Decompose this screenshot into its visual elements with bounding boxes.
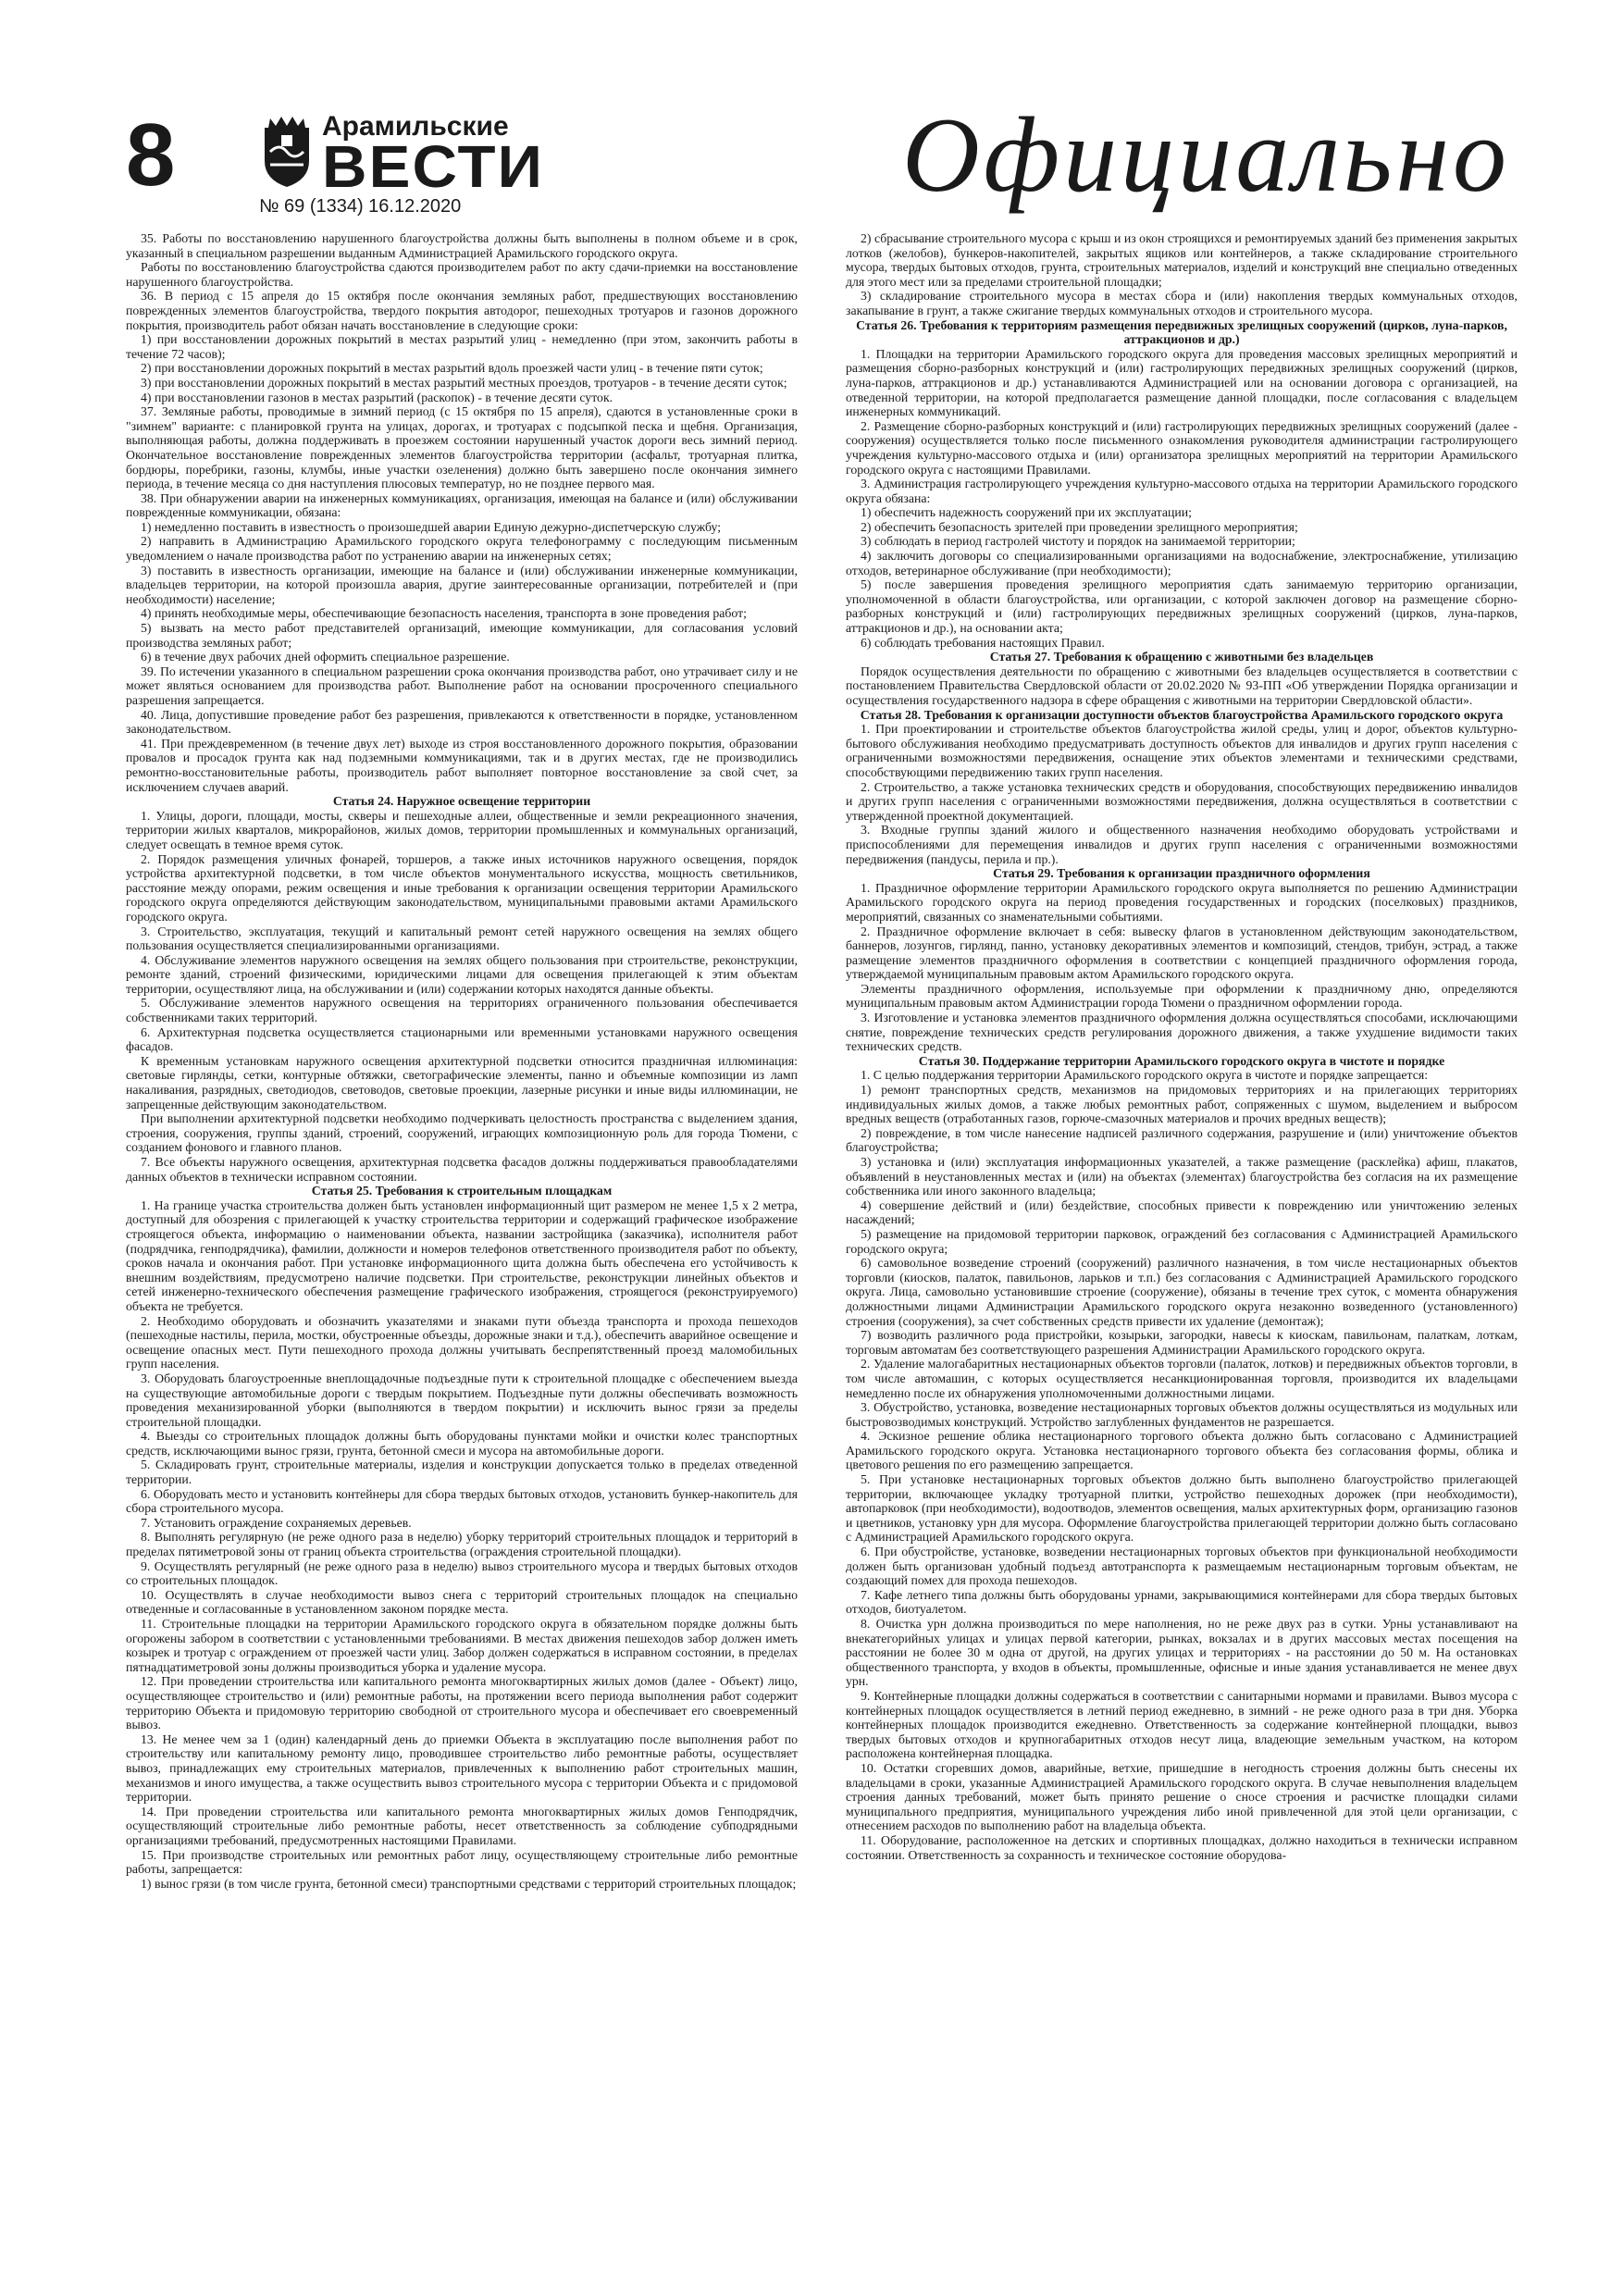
paragraph: 14. При проведении строительства или капитального ремонта многоквартирных жилых домов Генподрядчик, осуществляющий строительные либо ремонтные работы, несет ответственность за соблюдение субподрядными организациями требований, предусмотренных настоящими Правилами.	[126, 1804, 798, 1847]
paragraph: 1. На границе участка строительства должен быть установлен информационный щит размером не менее 1,5 х 2 метра, доступный для обозрения с прилегающей к участку строительства территории и содержащий графическое изображение строящегося объекта, информацию о наименовании объекта, названии застройщика (заказчика), исполнителя работ (подрядчика, генподрядчика), фамилии, должности и номеров телефонов ответственного производителя работ по объекту, сроков начала и окончания работ. При установке информационного щита должна быть обеспечена его устойчивость к внешним воздействиям, предусмотрено наличие подсветки. При строительстве, реконструкции линейных объектов и сетей инженерно-технического обеспечения размещение графического изображения, строящегося (реконструируемого) объекта не требуется.	[126, 1198, 798, 1313]
left-column	[126, 231, 798, 2267]
paragraph: 2) при восстановлении дорожных покрытий в местах разрытий вдоль проезжей части улиц - в течение пяти суток;	[141, 361, 763, 376]
paragraph: 5. Обслуживание элементов наружного освещения на территориях ограниченного пользования обеспечивается собственниками таких территорий.	[126, 996, 798, 1025]
paragraph: 6. Оборудовать место и установить контейнеры для сбора твердых бытовых отходов, установить бункер-накопитель для сбора строительного мусора.	[126, 1486, 798, 1516]
newspaper-name-top: Арамильские	[322, 111, 509, 142]
article-heading: Статья 26. Требования к территориям размещения передвижных зрелищных сооружений (цирков, луна-парков, аттракционов и др.)	[856, 317, 1507, 347]
paragraph: 5. Складировать грунт, строительные материалы, изделия и конструкции допускается только в пределах отведенной территории.	[126, 1458, 798, 1487]
article-heading: Статья 30. Поддержание территории Арамильского городского округа в чистоте и порядке	[918, 1053, 1445, 1068]
paragraph: Порядок осуществления деятельности по обращению с животными без владельцев осуществляется в соответствии с постановлением Правительства Свердловской области от 20.02.2020 № 93-ПП «Об утверждении Порядка организации и осуществления государственного надзора в сфере обращения с животными на территории Свердловской области».	[846, 664, 1518, 707]
paragraph: При выполнении архитектурной подсветки необходимо подчеркивать целостность пространства с выделением здания, строения, сооружения, группы зданий, строений, сооружений, играющих композиционную роль для города Тюмени, с созданием фонового и главного планов.	[126, 1111, 798, 1155]
article-columns	[126, 231, 1518, 2267]
paragraph: 36. В период с 15 апреля до 15 октября после окончания земляных работ, предшествующих восстановлению поврежденных элементов благоустройства, твердого покрытия автодорог, пешеходных тротуаров и газонов дорожного покрытия, производитель работ обязан начать восстановление в следующие сроки:	[126, 289, 798, 332]
paragraph: 9. Осуществлять регулярный (не реже одного раза в неделю) вывоз строительного мусора и твердых бытовых отходов со строительных площадок.	[126, 1558, 798, 1588]
paragraph: 7. Установить ограждение сохраняемых деревьев.	[141, 1515, 412, 1530]
paragraph: К временным установкам наружного освещения архитектурной подсветки относится праздничная иллюминация: световые гирлянды, сетки, контурные обтяжки, светографические элементы, панно и объемные композиции из ламп накаливания, разрядных, светодиодов, световодов, световые проекции, лазерные рисунки и иные виды иллюминации, не запрещенные действующим законодательством.	[126, 1053, 798, 1111]
paragraph: 2. Удаление малогабаритных нестационарных объектов торговли (палаток, лотков) и передвижных объектов торговли, в том числе автомашин, с которых осуществляется несанкционированная торговля, производится их владельцами немедленно после их обнаружения уполномоченными должностными лицами.	[846, 1357, 1518, 1400]
paragraph: 7) возводить различного рода пристройки, козырьки, загородки, навесы к киоскам, павильонам, палаткам, лоткам, торговым автоматам без соответствующего разрешения Администрации Арамильского городского округа.	[846, 1328, 1518, 1357]
paragraph: 3) установка и (или) эксплуатация информационных указателей, а также размещение (расклейка) афиш, плакатов, объявлений в неустановленных местах и (или) на объектах (элементах) благоустройства без согласия на их размещение собственника или иного законного владельца;	[846, 1155, 1518, 1198]
paragraph: 6. При обустройстве, установке, возведении нестационарных торговых объектов при функциональной необходимости должен быть организован удобный подъезд автотранспорта к размещаемым нестационарным торговым объектам, не создающий помех для прохода пешеходов.	[846, 1545, 1518, 1588]
paragraph: 2) направить в Администрацию Арамильского городского округа телефонограмму с последующим письменным уведомлением о начале производства работ по устранению аварии на инженерных сетях;	[126, 534, 798, 564]
paragraph: 1. При проектировании и строительстве объектов благоустройства жилой среды, улиц и дорог, объектов культурно-бытового обслуживания необходимо предусматривать доступность объектов для инвалидов и других групп населения с ограниченными возможностями передвижения, оснащение этих объектов элементами и техническими средствами, способствующими передвижению таких групп населения.	[846, 722, 1518, 779]
paragraph: 3. Изготовление и установка элементов праздничного оформления должна осуществляться способами, исключающими снятие, повреждение технических средств регулирования дорожного движения, а также ухудшение видимости таких технических средств.	[846, 1011, 1518, 1054]
paragraph: 3. Администрация гастролирующего учреждения культурно-массового отдыха на территории Арамильского городского округа обязана:	[846, 477, 1518, 505]
paragraph: 39. По истечении указанного в специальном разрешении срока окончания производства работ, оно утрачивает силу и не может являться основанием для производства работ. Выполнение работ на основании просроченного специального разрешения запрещается.	[126, 664, 798, 707]
paragraph: 4. Обслуживание элементов наружного освещения на землях общего пользования при строительстве, реконструкции, ремонте зданий, строений физическими, юридическими лицами для освещения прилегающей к этим объектам территории, осуществляют лица, на обслуживании и (или) содержании которых находятся данные объекты.	[126, 952, 798, 996]
paragraph: 38. При обнаружении аварии на инженерных коммуникациях, организация, имеющая на балансе и (или) обслуживании поврежденные коммуникации, обязана:	[126, 490, 798, 520]
paragraph: 2. Праздничное оформление включает в себя: вывеску флагов в установленном действующим законодательством, баннеров, лозунгов, гирлянд, панно, установку декоративных элементов и композиций, стендов, трибун, эстрад, а также размещение элементов праздничного оформления в соответствии с концепцией праздничного оформления города, утверждаемой муниципальным правовым актом Арамильского городского округа.	[846, 924, 1518, 982]
paragraph: 1) немедленно поставить в известность о произошедшей аварии Единую дежурно-диспетчерскую службу;	[141, 519, 722, 534]
paragraph: 37. Земляные работы, проводимые в зимний период (с 15 октября по 15 апреля), сдаются в установленные сроки в "зимнем" варианте: с планировкой грунта на улицах, дорогах, и тротуарах с подсыпкой песка и щебня. Организация, выполняющая работы, должна поддерживать в проезжем состоянии нарушенный участок дороги весь зимний период. Окончательное восстановление поврежденных элементов благоустройства территории (асфальт, тротуарная плитка, бордюры, поребрики, газоны, клумбы, иные участки озеленения) должно быть завершено после окончания зимнего периода, в течение месяца со дня наступления плюсовых температур, но не позднее первого мая.	[126, 404, 798, 491]
paragraph: 8. Выполнять регулярную (не реже одного раза в неделю) уборку территорий строительных площадок и территорий в пределах пятиметровой зоны от границ объекта строительства (ограждения строительной площадки).	[126, 1530, 798, 1559]
paragraph: 2. Строительство, а также установка технических средств и оборудования, способствующих передвижению инвалидов и других групп населения с ограниченными возможностями передвижения, должна осуществляться в соответствии с утвержденной проектной документацией.	[846, 779, 1518, 823]
masthead	[126, 96, 1532, 217]
article-heading: Статья 29. Требования к организации праздничного оформления	[993, 866, 1370, 881]
paragraph: 7. Все объекты наружного освещения, архитектурная подсветка фасадов должны поддерживаться правообладателями данных объектов в технически исправном состоянии.	[126, 1155, 798, 1184]
paragraph: 1. Праздничное оформление территории Арамильского городского округа выполняется по решению Администрации Арамильского городского округа на период проведения государственных и городских (поселковых) праздников, мероприятий, связанных со знаменательными событиями.	[846, 880, 1518, 924]
paragraph: 4) принять необходимые меры, обеспечивающие безопасность населения, транспорта в зоне проведения работ;	[141, 606, 747, 621]
issue-line: № 69 (1334) 16.12.2020	[259, 196, 462, 217]
paragraph: Элементы праздничного оформления, используемые при оформлении к праздничному дню, определяются муниципальным правовым актом Администрации города Тюмени о праздничном оформлении города.	[846, 981, 1518, 1011]
paragraph: 8. Очистка урн должна производиться по мере наполнения, но не реже двух раз в сутки. Урны устанавливают на внекатегорийных улицах и улицах первой категории, рынках, вокзалах и в других массовых местах посещения на расстоянии не более 30 м одна от другой, на других улицах и территориях - на расстоянии до 50 м. На остановках общественного транспорта, у входов в объекты, промышленные, офисные и иные здания устанавливается не менее двух урн.	[846, 1617, 1518, 1689]
paragraph: 2. Порядок размещения уличных фонарей, торшеров, а также иных источников наружного освещения, порядок устройства архитектурной подсветки, в том числе объектов монументального искусства, мощность светильников, расстояние между опорами, режим освещения и иные требования к организации освещения территории Арамильского городского округа определяются действующим законодательством, муниципальными правовыми актами Арамильского городского округа.	[126, 851, 798, 924]
paragraph: 11. Оборудование, расположенное на детских и спортивных площадках, должно находиться в технически исправном состоянии. Ответственность за сохранность и техническое состояние оборудова-	[846, 1832, 1518, 1862]
paragraph: 1) обеспечить надежность сооружений при их эксплуатации;	[861, 505, 1192, 520]
paragraph: 5) размещение на придомовой территории парковок, ограждений без согласования с Администрацией Арамильского городского округа;	[846, 1226, 1518, 1256]
paragraph: 7. Кафе летнего типа должны быть оборудованы урнами, закрывающимися контейнерами для сбора твердых бытовых отходов, биотуалетом.	[846, 1587, 1518, 1617]
newspaper-name-main: ВЕСТИ	[322, 133, 545, 200]
paragraph: 4) заключить договоры со специализированными организациями на водоснабжение, электроснабжение, утилизацию отходов, ветеринарное обслуживание (при необходимости);	[846, 549, 1518, 577]
paragraph: 2. Размещение сборно-разборных конструкций и (или) гастролирующих передвижных зрелищных сооружений (далее - сооружения) осуществляется только после письменного ознакомления руководителя администрации гастролирующего учреждения культурно-массового отдыха и (или) организатора зрелищных мероприятий на территории Арамильского городского округа с настоящими Правилами.	[846, 418, 1518, 477]
paragraph: 15. При производстве строительных или ремонтных работ лицу, осуществляющему строительные либо ремонтные работы, запрещается:	[126, 1847, 798, 1877]
paragraph: 3. Входные группы зданий жилого и общественного назначения необходимо оборудовать устройствами и приспособлениями для перемещения инвалидов и других групп населения с ограниченными возможностями передвижения (пандусы, перила и пр.).	[846, 823, 1518, 866]
paragraph: 3) поставить в известность организации, имеющие на балансе и (или) обслуживании инженерные коммуникации, владельцев территории, на которой произошла авария, другие заинтересованные организации, потребителей и (при необходимости) население;	[126, 563, 798, 606]
paragraph: 5. При установке нестационарных торговых объектов должно быть выполнено благоустройство прилегающей территории, включающее укладку тротуарной плитки, устройство пешеходных дорожек (при необходимости), автопарковок (при необходимости), водоотводов, элементов освещения, малых архитектурных форм, организацию газонов и цветников, установку урн для мусора. Оформление благоустройства прилегающей территории должно быть согласовано с Администрацией Арамильского городского округа.	[846, 1472, 1518, 1545]
paragraph: 13. Не менее чем за 1 (один) календарный день до приемки Объекта в эксплуатацию после выполнения работ по строительству или капитальному ремонту лицо, проводившее строительство либо ремонтные работы, осуществляет вывоз, принадлежащих ему строительных материалов, привлеченных к выполнению работ строительных машин, механизмов и иного имущества, а также осуществить вывоз строительного мусора с территории Объекта и с придомовой территории.	[126, 1731, 798, 1805]
paragraph: 2) повреждение, в том числе нанесение надписей различного содержания, разрушение и (или) уничтожение объектов благоустройства;	[846, 1125, 1518, 1155]
paragraph: 35. Работы по восстановлению нарушенного благоустройства должны быть выполнены в полном объеме и в срок, указанный в специальном разрешении выданным Администрацией Арамильского городского округа.	[126, 231, 798, 260]
paragraph: 6) в течение двух рабочих дней оформить специальное разрешение.	[141, 650, 510, 664]
paragraph: 4) при восстановлении газонов в местах разрытий (раскопок) - в течение десяти суток.	[141, 390, 613, 404]
paragraph: 3. Обустройство, установка, возведение нестационарных торговых объектов должны осуществляться из модульных или быстровозводимых конструкций. Устройство заглубленных фундаментов не разрешается.	[846, 1400, 1518, 1429]
paragraph: 11. Строительные площадки на территории Арамильского городского округа в обязательном порядке должны быть огорожены забором в соответствии с установленными требованиями. В местах движения пешеходов забор должен иметь козырек и тротуар с ограждением от проезжей части улиц. Забор должен содержаться в исправном состоянии, в пределах пятнадцатиметровой зоны должны производиться уборка и удаление мусора.	[126, 1617, 798, 1674]
paragraph: 5) после завершения проведения зрелищного мероприятия сдать занимаемую территорию организации, уполномоченной в области благоустройства, или организации, с которой заключен договор на размещение сборно-разборных конструкций и (или) гастролирующих передвижных зрелищных сооружений (цирков, луна-парков, аттракционов и др.), на основании акта;	[846, 577, 1518, 636]
paragraph: 3. Строительство, эксплуатация, текущий и капитальный ремонт сетей наружного освещения на землях общего пользования осуществляется специализированными организациями.	[126, 924, 798, 953]
paragraph: 1. Площадки на территории Арамильского городского округа для проведения массовых зрелищных мероприятий и размещения сборно-разборных конструкций и (или) гастролирующих передвижных зрелищных сооружений (цирков, луна-парков, аттракционов и др.) устанавливаются Администрацией или на основании договора с организацией, на отведенной территории, на которой предполагается размещение данной площадки, после согласования с владельцем инженерных коммуникаций.	[846, 346, 1518, 419]
right-column	[846, 231, 1518, 2267]
paragraph: 1) вынос грязи (в том числе грунта, бетонной смеси) транспортными средствами с территорий строительных площадок;	[141, 1876, 797, 1891]
paragraph: Работы по восстановлению благоустройства сдаются производителем работ по акту сдачи-приемки на восстановление нарушенного благоустройства.	[126, 260, 798, 289]
paragraph: 1) при восстановлении дорожных покрытий в местах разрытий улиц - немедленно (при этом, закончить работы в течение 72 часов);	[126, 332, 798, 361]
paragraph: 5) вызвать на место работ представителей организаций, имеющие коммуникации, для согласования условий производства земляных работ;	[126, 621, 798, 650]
paragraph: 10. Осуществлять в случае необходимости вывоз снега с территорий строительных площадок на специально отведенные и согласованные в установленном законом порядке места.	[126, 1587, 798, 1617]
paragraph: 3. Оборудовать благоустроенные внеплощадочные подъездные пути к строительной площадке с обеспечением выезда на существующие автомобильные дороги с твердым покрытием. Подъездные пути должны обеспечивать возможность проведения механизированной уборки (выполняются в твердом покрытии) и исключить вынос грязи за пределы строительной площадки.	[126, 1371, 798, 1429]
paragraph: 4. Эскизное решение облика нестационарного торгового объекта должно быть согласовано с Администрацией Арамильского городского округа. Установка нестационарного торгового объекта без согласования формы, облика и цветового решения по его размещению запрещается.	[846, 1429, 1518, 1472]
paragraph: 12. При проведении строительства или капитального ремонта многоквартирных жилых домов (далее - Объект) лицо, осуществляющее строительство и (или) ремонтные работы, на протяжении всего периода выполнения работ содержит территорию Объекта и придомовую территорию свободной от строительного мусора и обеспечивает его своевременный вывоз.	[126, 1674, 798, 1732]
article-heading: Статья 27. Требования к обращению с животными без владельцев	[989, 650, 1374, 664]
paragraph: 2) сбрасывание строительного мусора с крыш и из окон строящихся и ремонтируемых зданий без применения закрытых лотков (желобов), бункеров-накопителей, закрытых ящиков или контейнеров, а также складирование строительного мусора, твердых бытовых отходов, грунта, строительных материалов, изделий и конструкций вне специально отведенных для этого мест или за пределами строительной площадки;	[846, 231, 1518, 289]
paragraph: 4) совершение действий и (или) бездействие, способных привести к повреждению или уничтожению зеленых насаждений;	[846, 1198, 1518, 1227]
page-number: 8	[126, 105, 176, 205]
paragraph: 6) соблюдать требования настоящих Правил.	[861, 635, 1105, 650]
article-heading: Статья 25. Требования к строительным площадкам	[311, 1184, 613, 1198]
paragraph: 3) соблюдать в период гастролей чистоту и порядок на занимаемой территории;	[861, 534, 1295, 549]
paragraph: 1. С целью поддержания территории Арамильского городского округа в чистоте и порядке запрещается:	[861, 1068, 1429, 1083]
paragraph: 40. Лица, допустившие проведение работ без разрешения, привлекаются к ответственности в порядке, установленном законодательством.	[126, 707, 798, 737]
article-heading: Статья 24. Наружное освещение территории	[332, 794, 591, 809]
paragraph: 1. Улицы, дороги, площади, мосты, скверы и пешеходные аллеи, общественные и земли рекреационного значения, территории жилых кварталов, микрорайонов, жилых домов, территории промышленных и коммунальных организаций, следует освещать в темное время суток.	[126, 808, 798, 851]
paragraph: 41. При преждевременном (в течение двух лет) выходе из строя восстановленного дорожного покрытия, образовании провалов и просадок грунта как над подземными коммуникациями, так и в других местах, где не производились ремонтно-восстановительные работы, производитель работ выполняет повторное восстановление за свой счет, за исключением случаев аварий.	[126, 736, 798, 794]
paragraph: 4. Выезды со строительных площадок должны быть оборудованы пунктами мойки и очистки колес транспортных средств, исключающими вынос грязи, грунта, бетонной смеси и мусора на автомобильные дороги.	[126, 1429, 798, 1458]
paragraph: 6) самовольное возведение строений (сооружений) различного назначения, в том числе нестационарных объектов торговли (киосков, палаток, павильонов, ларьков и т.п.) без согласования с Администрацией Арамильского городского округа. Лица, самовольно установившие строение (сооружение), обязаны в течение трех суток, с момента обнаружения должностными лицами Администрации Арамильского городского округа незаконно возведенного (установленного) строения (сооружения), за счет собственных средств привести их удаление (демонтаж);	[846, 1256, 1518, 1328]
article-heading: Статья 28. Требования к организации доступности объектов благоустройства Арамильского городского округа	[860, 707, 1504, 722]
paragraph: 6. Архитектурная подсветка осуществляется стационарными или временными установками наружного освещения фасадов.	[126, 1024, 798, 1054]
paragraph: 10. Остатки сгоревших домов, аварийные, ветхие, пришедшие в негодность строения должны быть снесены их владельцами в сроки, указанные Администрацией Арамильского городского округа. В случае невыполнения владельцем строения данных требований, может быть принято решение о сносе строения и расчистке площадки силами муниципального предприятия, муниципального учреждения либо иной привлеченной для этой цели организации, с отнесением расходов по выполнению работ на владельца объекта.	[846, 1760, 1518, 1833]
paragraph: 1) ремонт транспортных средств, механизмов на придомовых территориях и на прилегающих территориях индивидуальных жилых домов, а также любых ремонтных работ, сопряженных с шумом, выделением и выбросом вредных веществ (отработанных газов, горюче-смазочных материалов и прочих вредных веществ);	[846, 1083, 1518, 1126]
paragraph: 3) при восстановлении дорожных покрытий в местах разрытий местных проездов, тротуаров - в течение десяти суток;	[141, 375, 787, 390]
paragraph: 2) обеспечить безопасность зрителей при проведении зрелищного мероприятия;	[861, 519, 1298, 534]
paragraph: 9. Контейнерные площадки должны содержаться в соответствии с санитарными нормами и правилами. Вывоз мусора с контейнерных площадок осуществляется в летний период ежедневно, в зимний - не реже одного раза в три дня. Уборка контейнерных площадок производится ежедневно. Ответственность за содержание контейнерной площадки, вывоз твердых бытовых отходов и крупногабаритных отходов несут лица, владеющие земельным участком, на котором расположена контейнерная площадка.	[846, 1688, 1518, 1761]
paragraph: 2. Необходимо оборудовать и обозначить указателями и знаками пути объезда транспорта и прохода пешеходов (пешеходные настилы, перила, мостки, обустроенные объезды, дорожные знаки и т.д.), обеспечить аварийное освещение и освещение опасных мест. Пути пешеходного прохода должны учитывать беспрепятственный проезд маломобильных групп населения.	[126, 1313, 798, 1371]
coat-of-arms-icon	[259, 115, 315, 189]
paragraph: 3) складирование строительного мусора в местах сбора и (или) накопления твердых коммунальных отходов, закапывание в грунт, а также сжигание твердых коммунальных отходов и строительного мусора.	[846, 289, 1518, 317]
section-title: Официально	[901, 96, 1510, 215]
